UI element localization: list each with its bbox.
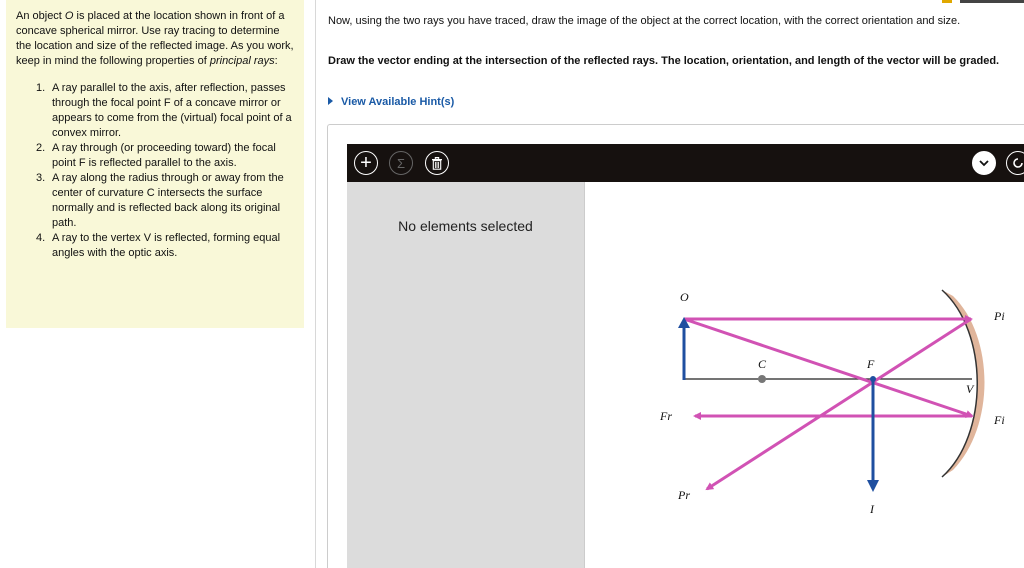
review-constants-link[interactable] xyxy=(960,0,1024,3)
label-pi: Pi xyxy=(994,309,1005,323)
caret-right-icon xyxy=(328,97,333,105)
label-v: V xyxy=(966,382,974,396)
label-f: F xyxy=(867,357,875,371)
focal-point xyxy=(870,376,876,382)
image-arrowhead xyxy=(867,480,879,492)
principal-rays-list xyxy=(36,81,294,261)
instructions-panel xyxy=(6,0,304,328)
properties-pane xyxy=(347,182,584,568)
list-item: 4. A ray to the vertex V is reflected, forming equal angles with the optic axis. xyxy=(36,232,281,259)
ray-diagram[interactable] xyxy=(585,182,1024,568)
expand-button[interactable] xyxy=(972,151,996,175)
reset-button[interactable] xyxy=(1006,151,1024,175)
intro-text: An object O is placed at the location shown in front of a concave spherical mirror. Use ray tracing to determine the location and size of the reflected image. As you work, keep in mind the following properties of principal rays: xyxy=(16,10,294,67)
label-i: I xyxy=(870,502,874,516)
ray-focal-incident xyxy=(684,319,972,416)
label-c: C xyxy=(758,357,767,371)
delete-button[interactable] xyxy=(425,151,449,175)
selection-status: No elements selected xyxy=(398,218,533,234)
list-item: 2. A ray through (or proceeding toward) the focal point F is reflected parallel to the axis. xyxy=(36,142,276,169)
center-point xyxy=(758,375,766,383)
ray-parallel-reflected xyxy=(707,319,971,489)
reset-icon xyxy=(1011,156,1024,170)
drawing-toolbar xyxy=(347,144,1024,182)
add-vector-button[interactable] xyxy=(354,151,378,175)
trash-icon xyxy=(431,157,443,170)
question-text: Now, using the two rays you have traced, draw the image of the object at the correct location, with the correct orientation and size. xyxy=(328,15,961,27)
label-pr: Pr xyxy=(678,488,690,502)
drawing-canvas[interactable] xyxy=(584,182,1024,568)
panel-divider xyxy=(315,0,316,568)
label-o: O xyxy=(680,290,689,304)
hint-toggle[interactable]: View Available Hint(s) xyxy=(328,96,454,108)
label-fi: Fi xyxy=(994,413,1005,427)
list-item: 3. A ray along the radius through or away from the center of curvature C intersects the surface normally and is reflected back along its original path. xyxy=(36,172,284,229)
list-item: 1. A ray parallel to the axis, after reflection, passes through the focal point F of a concave mirror or appears to come from the (virtual) focal point of a convex mirror. xyxy=(36,82,292,139)
sigma-icon: Σ xyxy=(396,155,406,171)
label-fr: Fr xyxy=(660,409,672,423)
sum-button[interactable] xyxy=(389,151,413,175)
plus-icon: + xyxy=(360,152,372,174)
grading-instruction: Draw the vector ending at the intersection of the reflected rays. The location, orientation, and length of the vector will be graded. xyxy=(328,55,1000,67)
chevron-down-icon xyxy=(979,160,989,167)
